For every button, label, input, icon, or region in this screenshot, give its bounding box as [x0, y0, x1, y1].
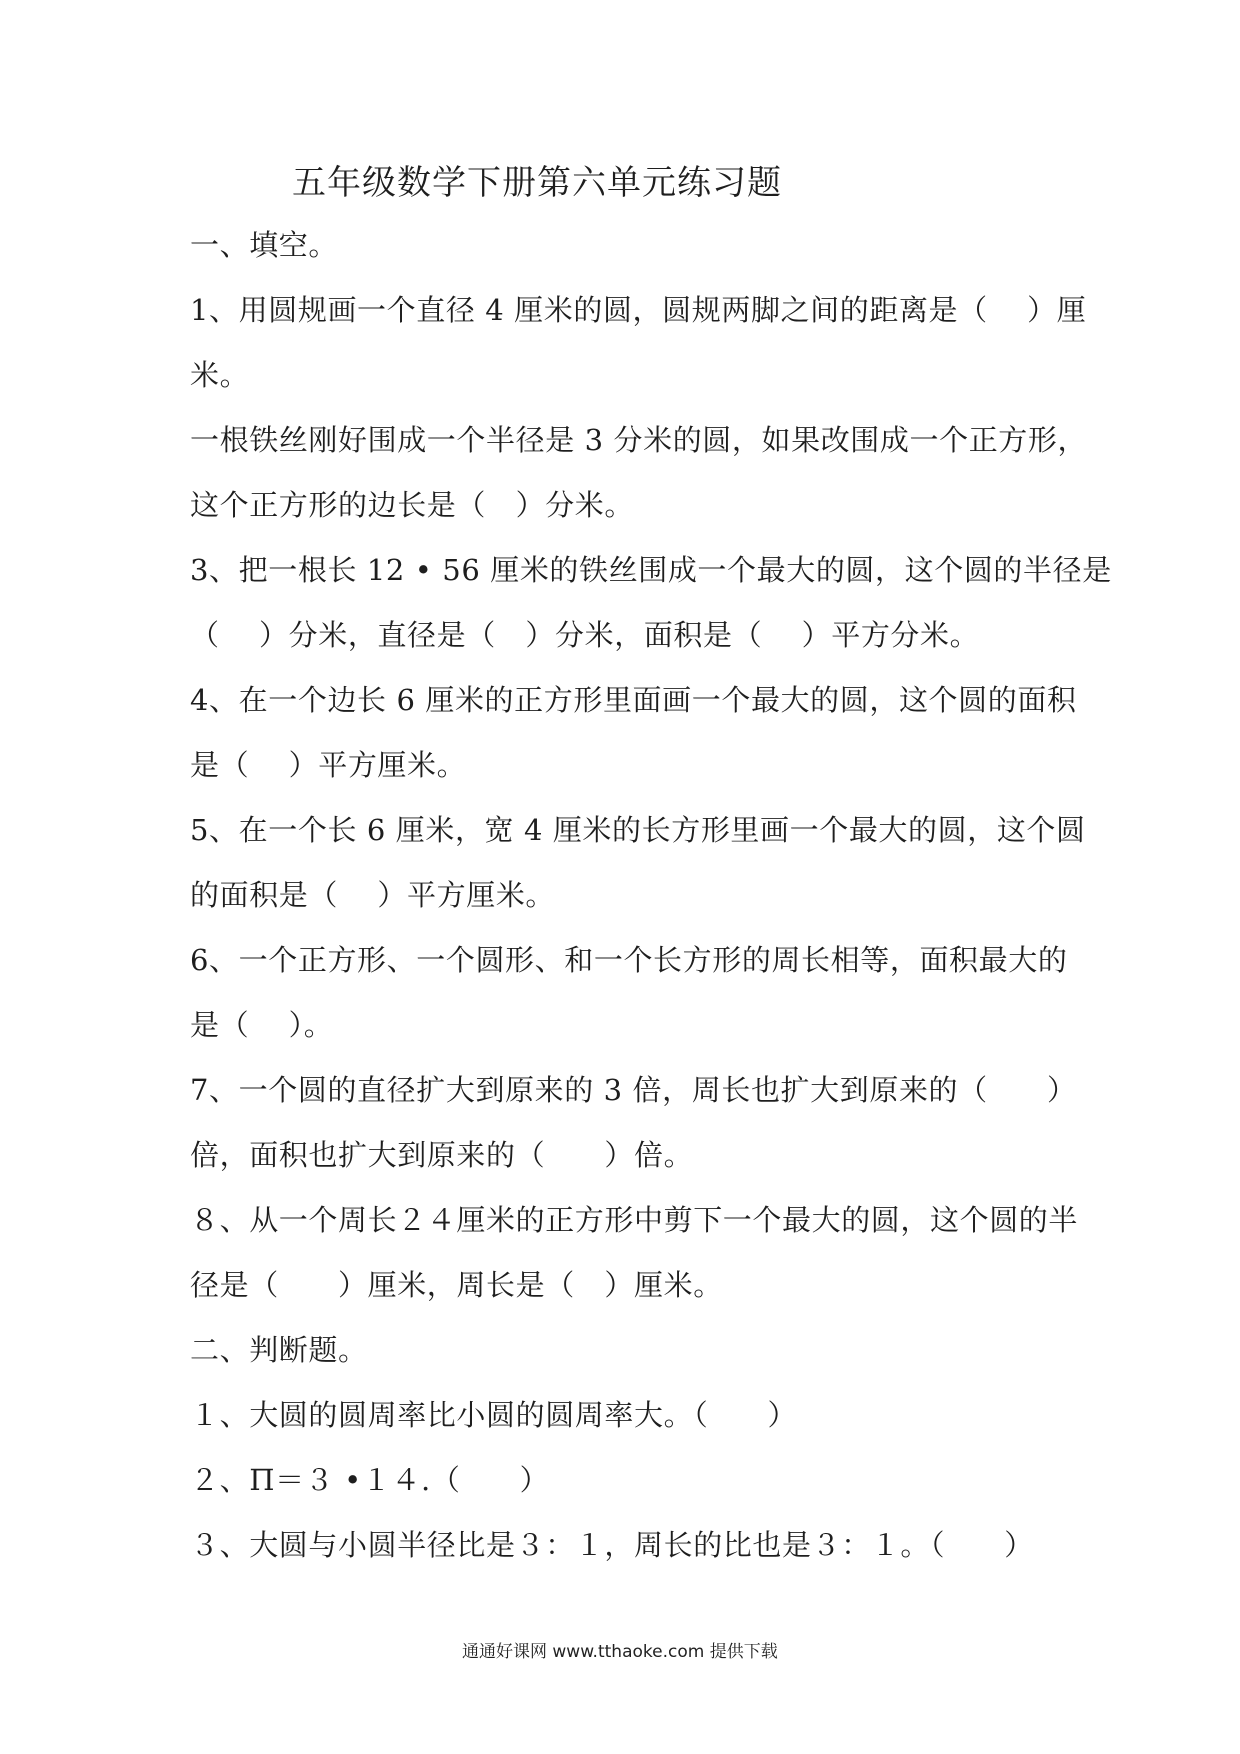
question-3-line-2: （ ）分米，直径是（ ）分米，面积是（ ）平方分米。 [190, 618, 980, 652]
judgment-2: ２、Π＝３ •１４.（ ） [190, 1463, 550, 1497]
question-5-line-2: 的面积是（ ）平方厘米。 [190, 878, 556, 912]
question-1-line-2: 米。 [190, 358, 250, 392]
question-4-line-2: 是（ ）平方厘米。 [190, 748, 467, 782]
page-title: 五年级数学下册第六单元练习题 [292, 163, 782, 203]
question-4-line-1: 4、在一个边长 6 厘米的正方形里面画一个最大的圆，这个圆的面积 [190, 683, 1077, 717]
question-1-line-1: 1、用圆规画一个直径 4 厘米的圆，圆规两脚之间的距离是（ ）厘 [190, 293, 1087, 327]
question-8-line-2: 径是（ ）厘米，周长是（ ）厘米。 [190, 1268, 723, 1302]
question-6-line-2: 是（ ）。 [190, 1008, 334, 1042]
question-5-line-1: 5、在一个长 6 厘米，宽 4 厘米的长方形里画一个最大的圆，这个圆 [190, 813, 1086, 847]
judgment-1: １、大圆的圆周率比小圆的圆周率大。（ ） [190, 1398, 798, 1432]
download-footer: 通通好课网 www.tthaoke.com 提供下载 [462, 1642, 778, 1662]
judgment-3: ３、大圆与小圆半径比是３：１，周长的比也是３：１。（ ） [190, 1528, 1034, 1562]
question-8-line-1: ８、从一个周长２４厘米的正方形中剪下一个最大的圆，这个圆的半 [190, 1203, 1079, 1237]
question-7-line-2: 倍，面积也扩大到原来的（ ）倍。 [190, 1138, 694, 1172]
question-2-line-1: 一根铁丝刚好围成一个半径是 3 分米的圆，如果改围成一个正方形， [190, 423, 1088, 457]
question-2-line-2: 这个正方形的边长是（ ）分米。 [190, 488, 635, 522]
question-7-line-1: 7、一个圆的直径扩大到原来的 3 倍，周长也扩大到原来的（ ） [190, 1073, 1077, 1107]
section-heading-fill-in: 一、填空。 [190, 228, 339, 262]
question-6-line-1: 6、一个正方形、一个圆形、和一个长方形的周长相等，面积最大的 [190, 943, 1068, 977]
section-heading-true-false: 二、判断题。 [190, 1333, 368, 1367]
question-3-line-1: 3、把一根长 12 • 56 厘米的铁丝围成一个最大的圆，这个圆的半径是 [190, 553, 1112, 587]
